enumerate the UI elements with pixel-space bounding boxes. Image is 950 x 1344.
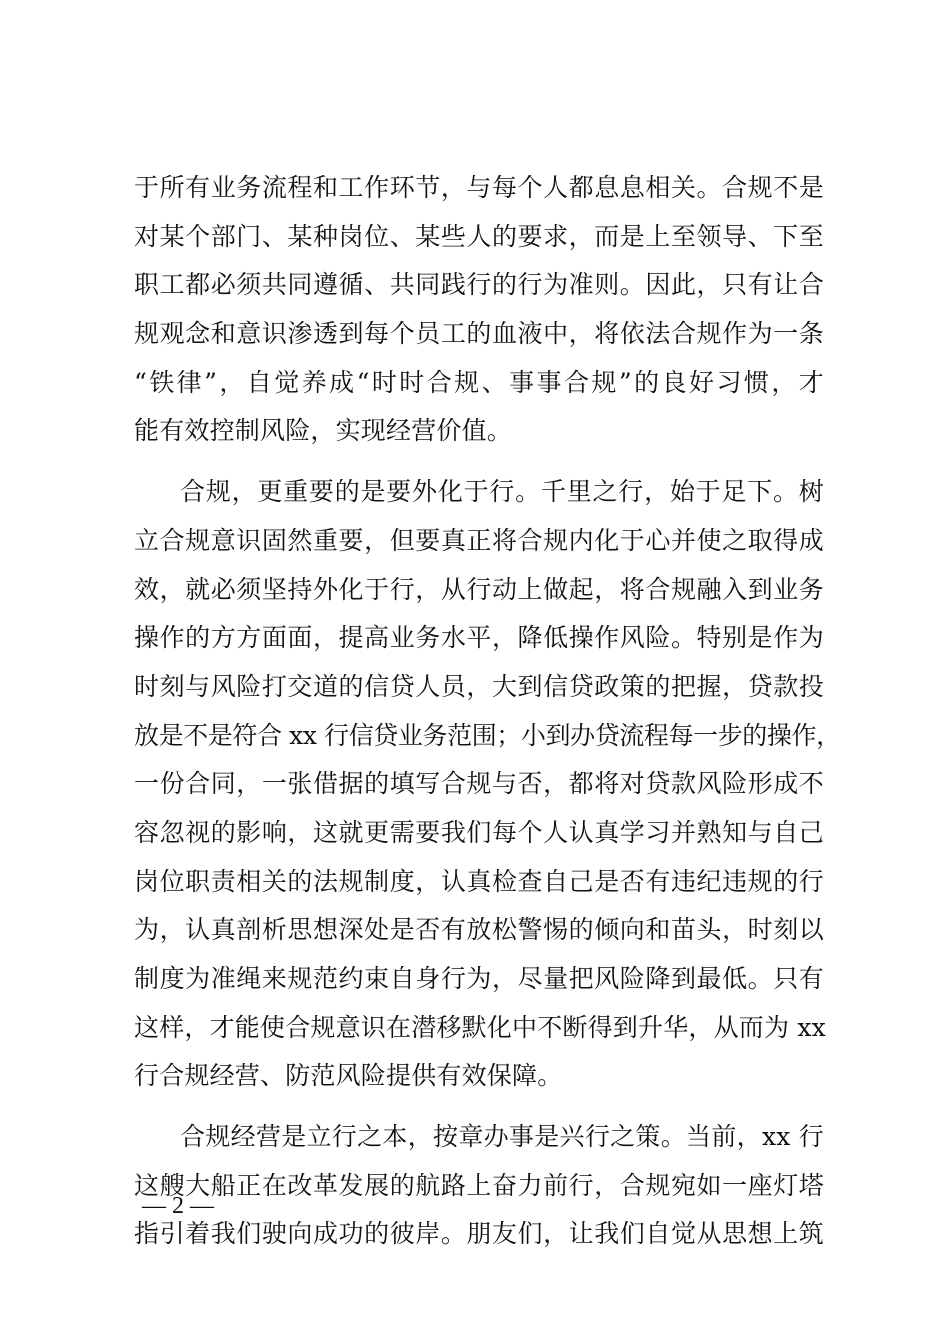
paragraph-spacer xyxy=(134,1101,824,1113)
paragraph-line: 容忽视的影响，这就更需要我们每个人认真学习并熟知与自己 xyxy=(134,817,824,847)
paragraph-line: 于所有业务流程和工作环节，与每个人都息息相关。合规不是 xyxy=(134,173,824,202)
paragraph-line: 时刻与风险打交道的信贷人员，大到信贷政策的把握，贷款投 xyxy=(134,671,824,701)
paragraph-line: 这艘大船正在改革发展的航路上奋力前行，合规宛如一座灯塔 xyxy=(134,1170,824,1200)
paragraph-line: 能有效控制风险，实现经营价值。 xyxy=(134,416,513,446)
paragraph-line: 制度为准绳来规范约束自身行为，尽量把风险降到最低。只有 xyxy=(134,964,824,993)
paragraph-line: 这样，才能使合规意识在潜移默化中不断得到升华，从而为 xx xyxy=(134,1012,826,1042)
paragraph-line: 效，就必须坚持外化于行，从行动上做起，将合规融入到业务 xyxy=(134,574,824,604)
paragraph-line: 一份合同，一张借据的填写合规与否，都将对贷款风险形成不 xyxy=(134,769,824,799)
paragraph-line: 合规，更重要的是要外化于行。千里之行，始于足下。树 xyxy=(180,477,824,507)
paragraph-3 xyxy=(134,1113,824,1259)
paragraph-line: 岗位职责相关的法规制度，认真检查自己是否有违纪违规的行 xyxy=(134,866,824,896)
paragraph-2 xyxy=(134,468,841,1101)
paragraph-line: 指引着我们驶向成功的彼岸。朋友们，让我们自觉从思想上筑 xyxy=(134,1219,824,1249)
paragraph-line: “铁律”，自觉养成“时时合规、事事合规”的良好习惯，才 xyxy=(134,367,824,397)
paragraph-1 xyxy=(134,164,824,456)
paragraph-line: 职工都必须共同遵循、共同践行的行为准则。因此，只有让合 xyxy=(134,270,824,300)
paragraph-line: 立合规意识固然重要，但要真正将合规内化于心并使之取得成 xyxy=(134,525,824,555)
page-number: — 2 — xyxy=(142,1193,214,1219)
paragraph-line: 行合规经营、防范风险提供有效保障。 xyxy=(134,1061,563,1091)
paragraph-line: 合规经营是立行之本，按章办事是兴行之策。当前，xx 行 xyxy=(180,1122,824,1152)
paragraph-spacer xyxy=(134,456,824,468)
paragraph-line: 对某个部门、某种岗位、某些人的要求，而是上至领导、下至 xyxy=(134,221,824,251)
paragraph-line: 操作的方方面面，提高业务水平，降低操作风险。特别是作为 xyxy=(134,623,824,653)
body-text xyxy=(134,164,841,1259)
paragraph-line: 放是不是符合 xx 行信贷业务范围；小到办贷流程每一步的操作， xyxy=(134,720,841,750)
paragraph-line: 规观念和意识渗透到每个员工的血液中，将依法合规作为一条 xyxy=(134,319,824,349)
paragraph-line: 为，认真剖析思想深处是否有放松警惕的倾向和苗头，时刻以 xyxy=(134,915,824,945)
